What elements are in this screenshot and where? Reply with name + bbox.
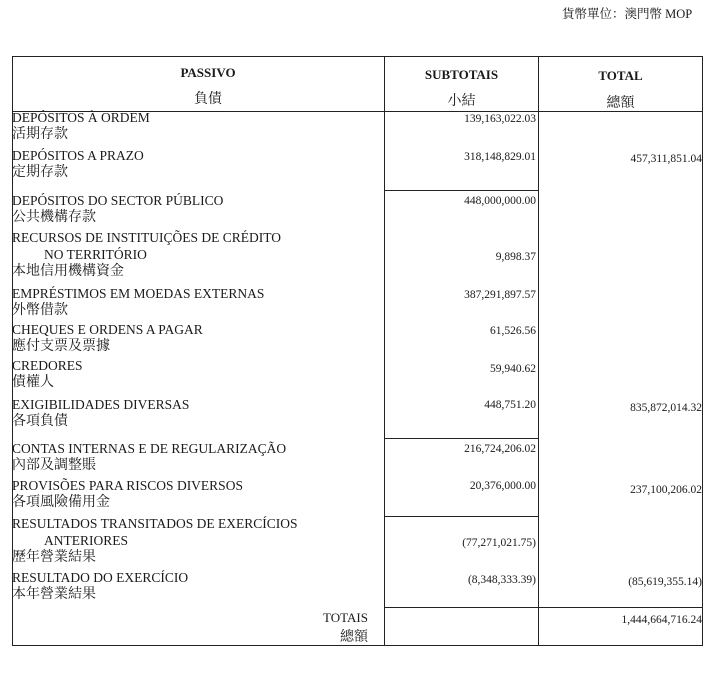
group-divider — [384, 190, 538, 191]
subtotal-value: 318,148,829.01 — [464, 151, 536, 163]
row-label: EMPRÉSTIMOS EM MOEDAS EXTERNAS 外幣借款 — [12, 286, 265, 318]
col-header-total: TOTAL — [598, 68, 643, 83]
subtotal-value: 216,724,206.02 — [464, 443, 536, 455]
group-divider — [538, 607, 702, 608]
row-label: RECURSOS DE INSTITUIÇÕES DE CRÉDITO NO TERRITÓRIO 本地信用機構資金 — [12, 230, 282, 279]
grand-total-value: 1,444,664,716.24 — [621, 614, 702, 626]
row-label: DEPÓSITOS A PRAZO 定期存款 — [12, 148, 144, 180]
row-label: DEPÓSITOS À ORDEM 活期存款 — [12, 110, 150, 142]
subtotal-value: (8,348,333.39) — [467, 574, 536, 586]
subtotal-value: 448,751.20 — [484, 399, 536, 411]
subtotal-value: 61,526.56 — [490, 325, 536, 337]
subtotal-value: 59,940.62 — [490, 363, 536, 375]
column-divider — [538, 57, 539, 645]
row-label: RESULTADO DO EXERCÍCIO 本年營業結果 — [12, 570, 189, 602]
subtotal-value: (77,271,021.75) — [462, 537, 536, 549]
subtotal-value: 139,163,022.03 — [464, 113, 536, 125]
col-header-subtotais: SUBTOTAIS — [424, 67, 499, 82]
row-label: RESULTADOS TRANSITADOS DE EXERCÍCIOS ANTERIORES 歷年營業結果 — [12, 516, 298, 565]
group-divider — [384, 516, 538, 517]
row-label: CONTAS INTERNAS E DE REGULARIZAÇÃO 內部及調整賬 — [12, 441, 287, 473]
row-label: EXIGIBILIDADES DIVERSAS 各項負債 — [12, 397, 190, 429]
total-value: 237,100,206.02 — [630, 484, 702, 496]
subtotal-value: 387,291,897.57 — [464, 289, 536, 301]
group-divider — [384, 607, 538, 608]
subtotal-value: 448,000,000.00 — [464, 195, 536, 207]
total-value: (85,619,355.14) — [628, 576, 702, 588]
subtotal-value: 20,376,000.00 — [469, 480, 536, 492]
row-label: PROVISÕES PARA RISCOS DIVERSOS 各項風險備用金 — [12, 478, 243, 510]
subtotal-value: 9,898.37 — [495, 251, 536, 263]
row-label: CREDORES 債權人 — [12, 358, 83, 390]
column-divider — [384, 57, 385, 645]
row-label: DEPÓSITOS DO SECTOR PÚBLICO 公共機構存款 — [12, 193, 224, 225]
currency-unit: 貨幣單位：澳門幣 MOP — [562, 7, 693, 21]
col-header-passivo-zh: 負債 — [194, 92, 222, 107]
col-header-passivo: PASSIVO — [180, 65, 236, 80]
group-divider — [384, 438, 538, 439]
col-header-total-zh: 總額 — [606, 96, 635, 111]
totals-label: TOTAIS 總額 — [323, 610, 368, 645]
total-value: 835,872,014.32 — [630, 402, 702, 414]
total-value: 457,311,851.04 — [630, 153, 702, 165]
col-header-subtotais-zh: 小結 — [447, 94, 476, 109]
row-label: CHEQUES E ORDENS A PAGAR 應付支票及票據 — [12, 322, 203, 354]
